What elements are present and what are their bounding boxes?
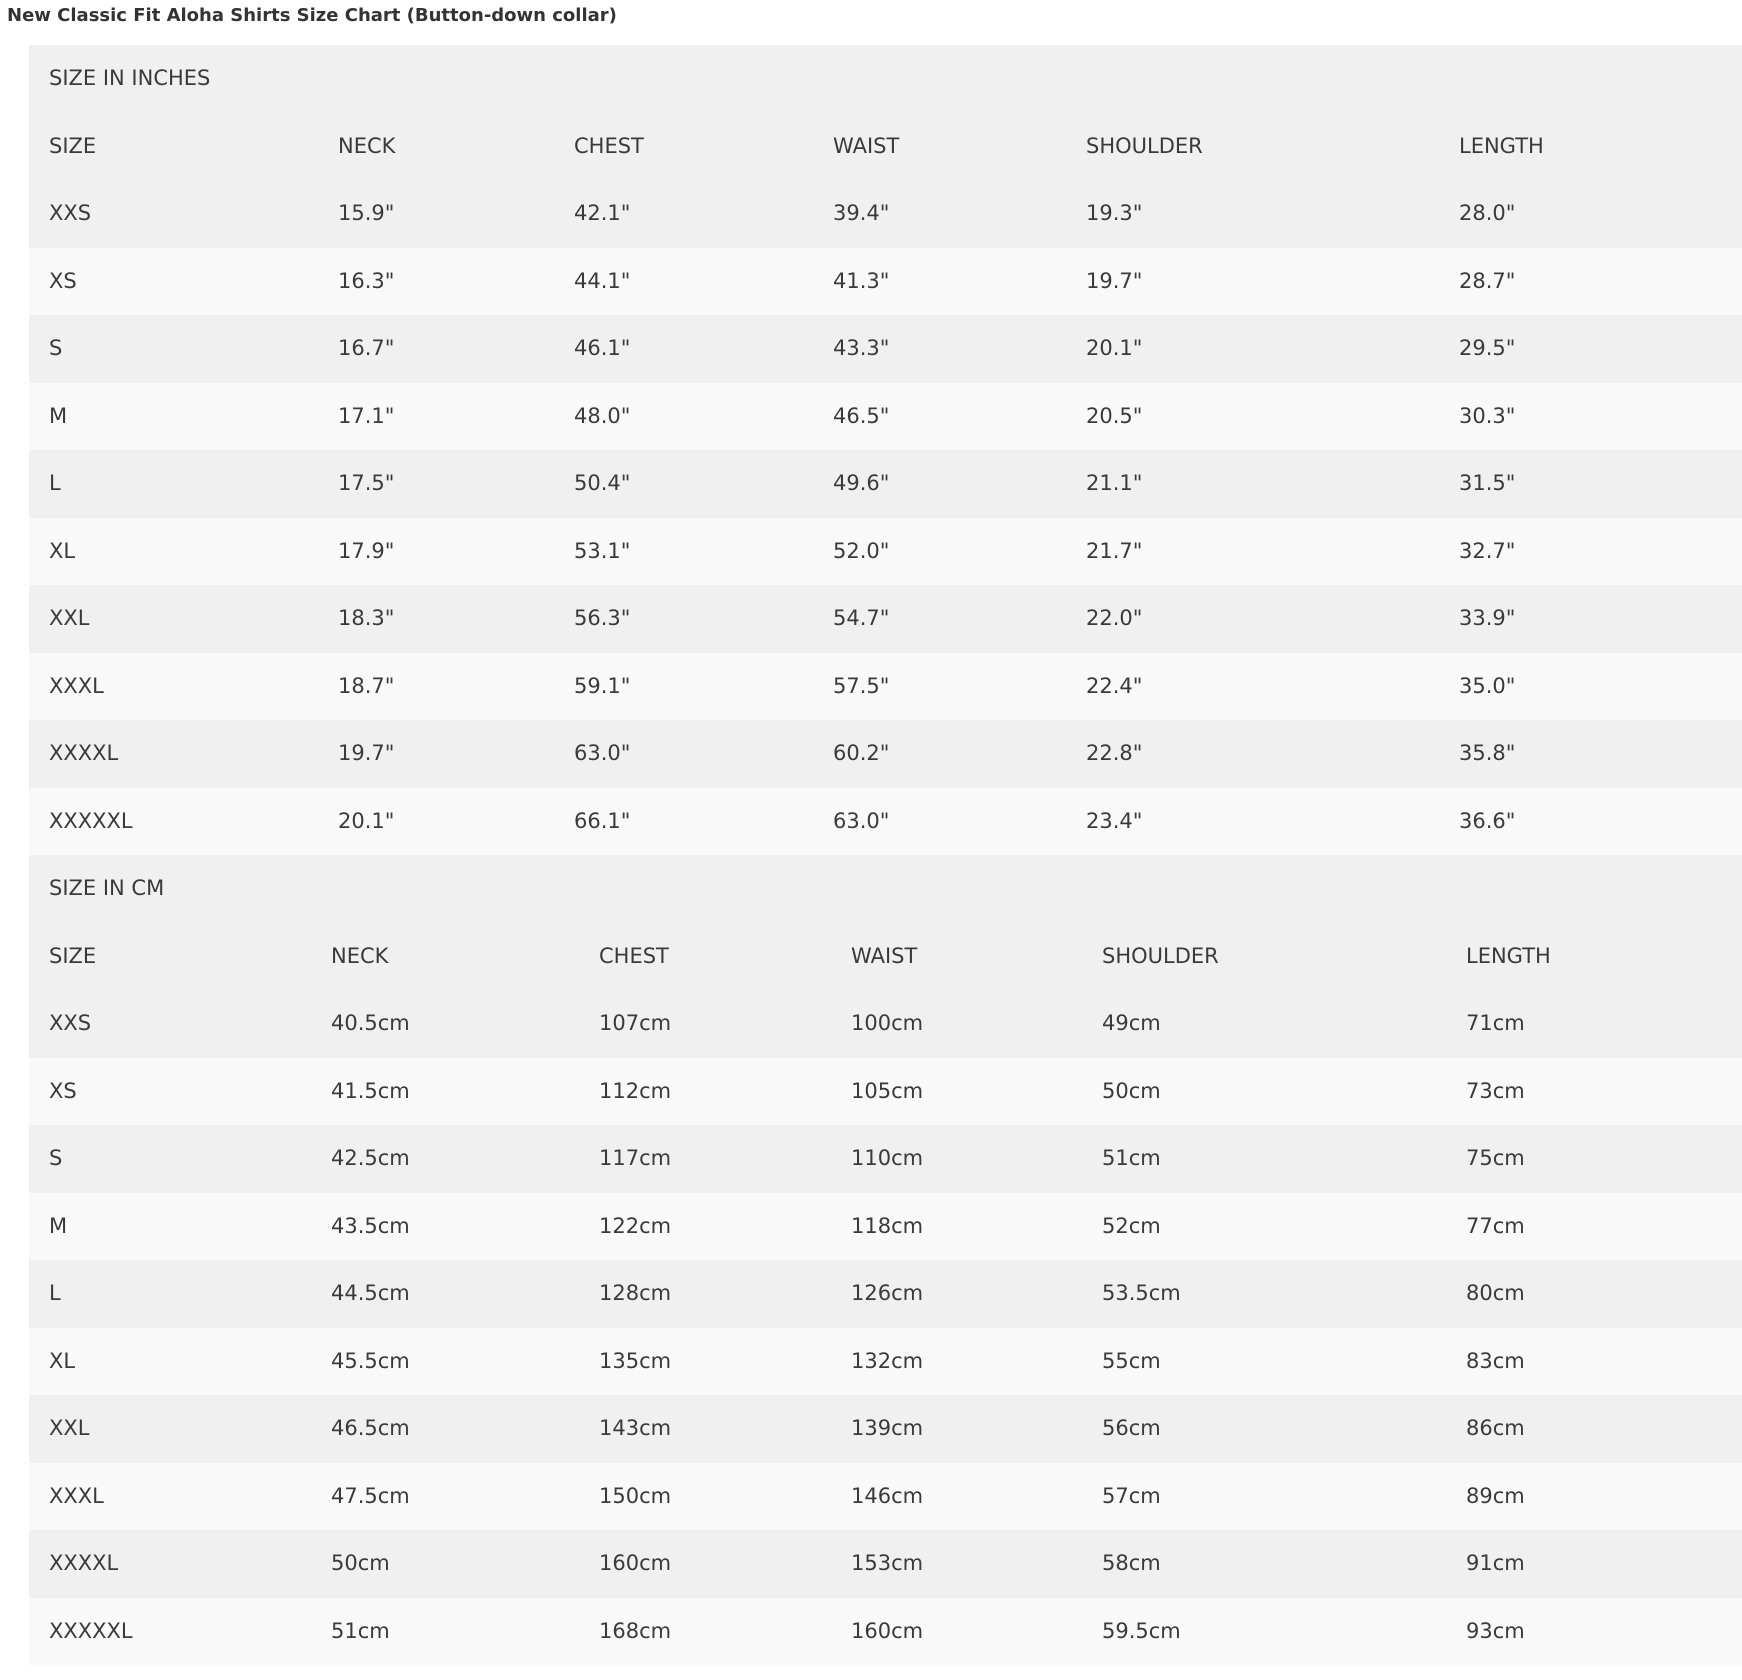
- table-cell: 43.3": [833, 336, 890, 360]
- table-cell: XXXXL: [49, 741, 119, 765]
- table-cell: 153cm: [851, 1551, 924, 1575]
- table-cell: 44.5cm: [331, 1281, 410, 1305]
- table-cell: 55cm: [1102, 1348, 1161, 1373]
- table-cell: 41.3": [833, 268, 890, 293]
- table-cell: 32.7": [1459, 538, 1516, 563]
- table-cell: 63.0": [833, 808, 890, 833]
- table-cell: 45.5cm: [331, 1348, 410, 1373]
- table-cell: 54.7": [833, 606, 890, 630]
- table-cell: 18.7": [338, 673, 395, 698]
- section-label: SIZE IN INCHES: [49, 66, 211, 90]
- table-cell: 105cm: [851, 1078, 924, 1103]
- section-label-row: [29, 45, 1742, 113]
- table-cell: 35.0": [1459, 673, 1516, 698]
- table-cell: 17.1": [338, 403, 395, 428]
- table-cell: 42.5cm: [331, 1146, 410, 1170]
- table-cell: 31.5": [1459, 471, 1516, 495]
- table-cell: 117cm: [599, 1146, 672, 1170]
- table-cell: 29.5": [1459, 336, 1516, 360]
- column-header: WAIST: [833, 133, 900, 158]
- inches-table: [29, 45, 1742, 855]
- table-cell: 112cm: [599, 1078, 672, 1103]
- table-row: [29, 720, 1742, 788]
- table-cell: 36.6": [1459, 808, 1516, 833]
- table-cell: XXL: [49, 1416, 90, 1440]
- table-cell: 160cm: [599, 1551, 672, 1575]
- table-cell: 150cm: [599, 1483, 672, 1508]
- table-cell: 132cm: [851, 1348, 924, 1373]
- table-cell: 42.1": [574, 201, 631, 225]
- table-cell: 139cm: [851, 1416, 924, 1440]
- table-cell: 110cm: [851, 1146, 924, 1170]
- table-cell: 93cm: [1466, 1618, 1525, 1643]
- section-label-row: [29, 855, 1742, 923]
- column-header: LENGTH: [1459, 133, 1544, 158]
- table-cell: 40.5cm: [331, 1011, 410, 1035]
- table-cell: 126cm: [851, 1281, 924, 1305]
- table-cell: 107cm: [599, 1011, 672, 1035]
- table-cell: 16.7": [338, 336, 395, 360]
- table-row: [29, 1125, 1742, 1193]
- table-cell: 146cm: [851, 1483, 924, 1508]
- column-header: CHEST: [599, 943, 669, 968]
- table-row: [29, 1530, 1742, 1598]
- table-row: [29, 1193, 1742, 1261]
- table-row: [29, 1058, 1742, 1126]
- table-cell: 23.4": [1086, 808, 1143, 833]
- table-cell: 59.5cm: [1102, 1618, 1181, 1643]
- table-cell: 60.2": [833, 741, 890, 765]
- table-cell: 19.3": [1086, 201, 1143, 225]
- table-cell: 91cm: [1466, 1551, 1525, 1575]
- table-cell: 75cm: [1466, 1146, 1525, 1170]
- table-cell: 143cm: [599, 1416, 672, 1440]
- table-cell: 47.5cm: [331, 1483, 410, 1508]
- cm-table: [29, 855, 1742, 1665]
- column-header: CHEST: [574, 133, 644, 158]
- column-header: SHOULDER: [1086, 133, 1203, 158]
- table-cell: XL: [49, 1348, 76, 1373]
- table-cell: 30.3": [1459, 403, 1516, 428]
- table-cell: 73cm: [1466, 1078, 1525, 1103]
- table-cell: 48.0": [574, 403, 631, 428]
- table-cell: 49cm: [1102, 1011, 1161, 1035]
- table-cell: 51cm: [331, 1618, 390, 1643]
- table-cell: 53.5cm: [1102, 1281, 1181, 1305]
- table-cell: 19.7": [1086, 268, 1143, 293]
- table-cell: 33.9": [1459, 606, 1516, 630]
- table-row: [29, 1463, 1742, 1531]
- table-cell: 17.9": [338, 538, 395, 563]
- table-cell: 52.0": [833, 538, 890, 563]
- column-header: NECK: [331, 943, 389, 968]
- table-cell: 15.9": [338, 201, 395, 225]
- table-row: [29, 248, 1742, 316]
- table-cell: 52cm: [1102, 1213, 1161, 1238]
- table-cell: 17.5": [338, 471, 395, 495]
- table-row: [29, 585, 1742, 653]
- table-row: [29, 383, 1742, 451]
- table-cell: 100cm: [851, 1011, 924, 1035]
- table-cell: 86cm: [1466, 1416, 1525, 1440]
- table-cell: 77cm: [1466, 1213, 1525, 1238]
- table-cell: 89cm: [1466, 1483, 1525, 1508]
- table-cell: 21.7": [1086, 538, 1143, 563]
- column-header: WAIST: [851, 943, 918, 968]
- table-cell: XXS: [49, 201, 92, 225]
- table-cell: XS: [49, 1078, 77, 1103]
- table-cell: 56cm: [1102, 1416, 1161, 1440]
- table-cell: 168cm: [599, 1618, 672, 1643]
- table-cell: 57.5": [833, 673, 890, 698]
- table-cell: 39.4": [833, 201, 890, 225]
- table-cell: 44.1": [574, 268, 631, 293]
- table-cell: XXXL: [49, 1483, 104, 1508]
- table-row: [29, 990, 1742, 1058]
- table-cell: M: [49, 403, 68, 428]
- table-cell: 28.7": [1459, 268, 1516, 293]
- column-header: LENGTH: [1466, 943, 1551, 968]
- table-cell: 83cm: [1466, 1348, 1525, 1373]
- table-cell: 21.1": [1086, 471, 1143, 495]
- table-row: [29, 788, 1742, 856]
- table-cell: 49.6": [833, 471, 890, 495]
- table-cell: S: [49, 1146, 63, 1170]
- table-cell: 58cm: [1102, 1551, 1161, 1575]
- table-row: [29, 315, 1742, 383]
- section-label: SIZE IN CM: [49, 876, 165, 900]
- column-header: SHOULDER: [1102, 943, 1219, 968]
- table-cell: 50.4": [574, 471, 631, 495]
- table-row: [29, 518, 1742, 586]
- table-cell: 19.7": [338, 741, 395, 765]
- table-cell: 80cm: [1466, 1281, 1525, 1305]
- table-row: [29, 180, 1742, 248]
- table-cell: 20.1": [1086, 336, 1143, 360]
- table-cell: 56.3": [574, 606, 631, 630]
- table-cell: XXS: [49, 1011, 92, 1035]
- table-cell: XXXL: [49, 673, 104, 698]
- table-cell: 20.5": [1086, 403, 1143, 428]
- size-chart: [29, 45, 1742, 1665]
- table-cell: S: [49, 336, 63, 360]
- table-cell: XL: [49, 538, 76, 563]
- table-row: [29, 1260, 1742, 1328]
- column-header: SIZE: [49, 943, 97, 968]
- table-cell: 66.1": [574, 808, 631, 833]
- table-cell: 16.3": [338, 268, 395, 293]
- table-cell: 71cm: [1466, 1011, 1525, 1035]
- table-cell: 135cm: [599, 1348, 672, 1373]
- table-cell: 41.5cm: [331, 1078, 410, 1103]
- table-cell: 51cm: [1102, 1146, 1161, 1170]
- table-cell: 22.0": [1086, 606, 1143, 630]
- header-row: [29, 923, 1742, 991]
- table-cell: 22.8": [1086, 741, 1143, 765]
- table-cell: 160cm: [851, 1618, 924, 1643]
- table-cell: 35.8": [1459, 741, 1516, 765]
- table-cell: 18.3": [338, 606, 395, 630]
- table-cell: 63.0": [574, 741, 631, 765]
- table-cell: 20.1": [338, 808, 395, 833]
- table-row: [29, 653, 1742, 721]
- table-cell: 50cm: [331, 1551, 390, 1575]
- table-row: [29, 1328, 1742, 1396]
- table-cell: 118cm: [851, 1213, 924, 1238]
- column-header: SIZE: [49, 133, 97, 158]
- table-cell: XS: [49, 268, 77, 293]
- table-cell: 46.1": [574, 336, 631, 360]
- table-cell: 53.1": [574, 538, 631, 563]
- table-cell: 50cm: [1102, 1078, 1161, 1103]
- table-cell: 128cm: [599, 1281, 672, 1305]
- table-row: [29, 1395, 1742, 1463]
- table-cell: M: [49, 1213, 68, 1238]
- table-row: [29, 450, 1742, 518]
- table-cell: 46.5": [833, 403, 890, 428]
- table-cell: L: [49, 471, 61, 495]
- table-row: [29, 1598, 1742, 1666]
- table-cell: 122cm: [599, 1213, 672, 1238]
- table-cell: XXXXXL: [49, 808, 133, 833]
- table-cell: 46.5cm: [331, 1416, 410, 1440]
- table-cell: 59.1": [574, 673, 631, 698]
- table-cell: L: [49, 1281, 61, 1305]
- table-cell: 28.0": [1459, 201, 1516, 225]
- table-cell: 43.5cm: [331, 1213, 410, 1238]
- header-row: [29, 113, 1742, 181]
- column-header: NECK: [338, 133, 396, 158]
- page-title: New Classic Fit Aloha Shirts Size Chart (Button-down collar): [7, 5, 617, 26]
- table-cell: 22.4": [1086, 673, 1143, 698]
- table-cell: XXXXL: [49, 1551, 119, 1575]
- table-cell: 57cm: [1102, 1483, 1161, 1508]
- table-cell: XXXXXL: [49, 1618, 133, 1643]
- table-cell: XXL: [49, 606, 90, 630]
